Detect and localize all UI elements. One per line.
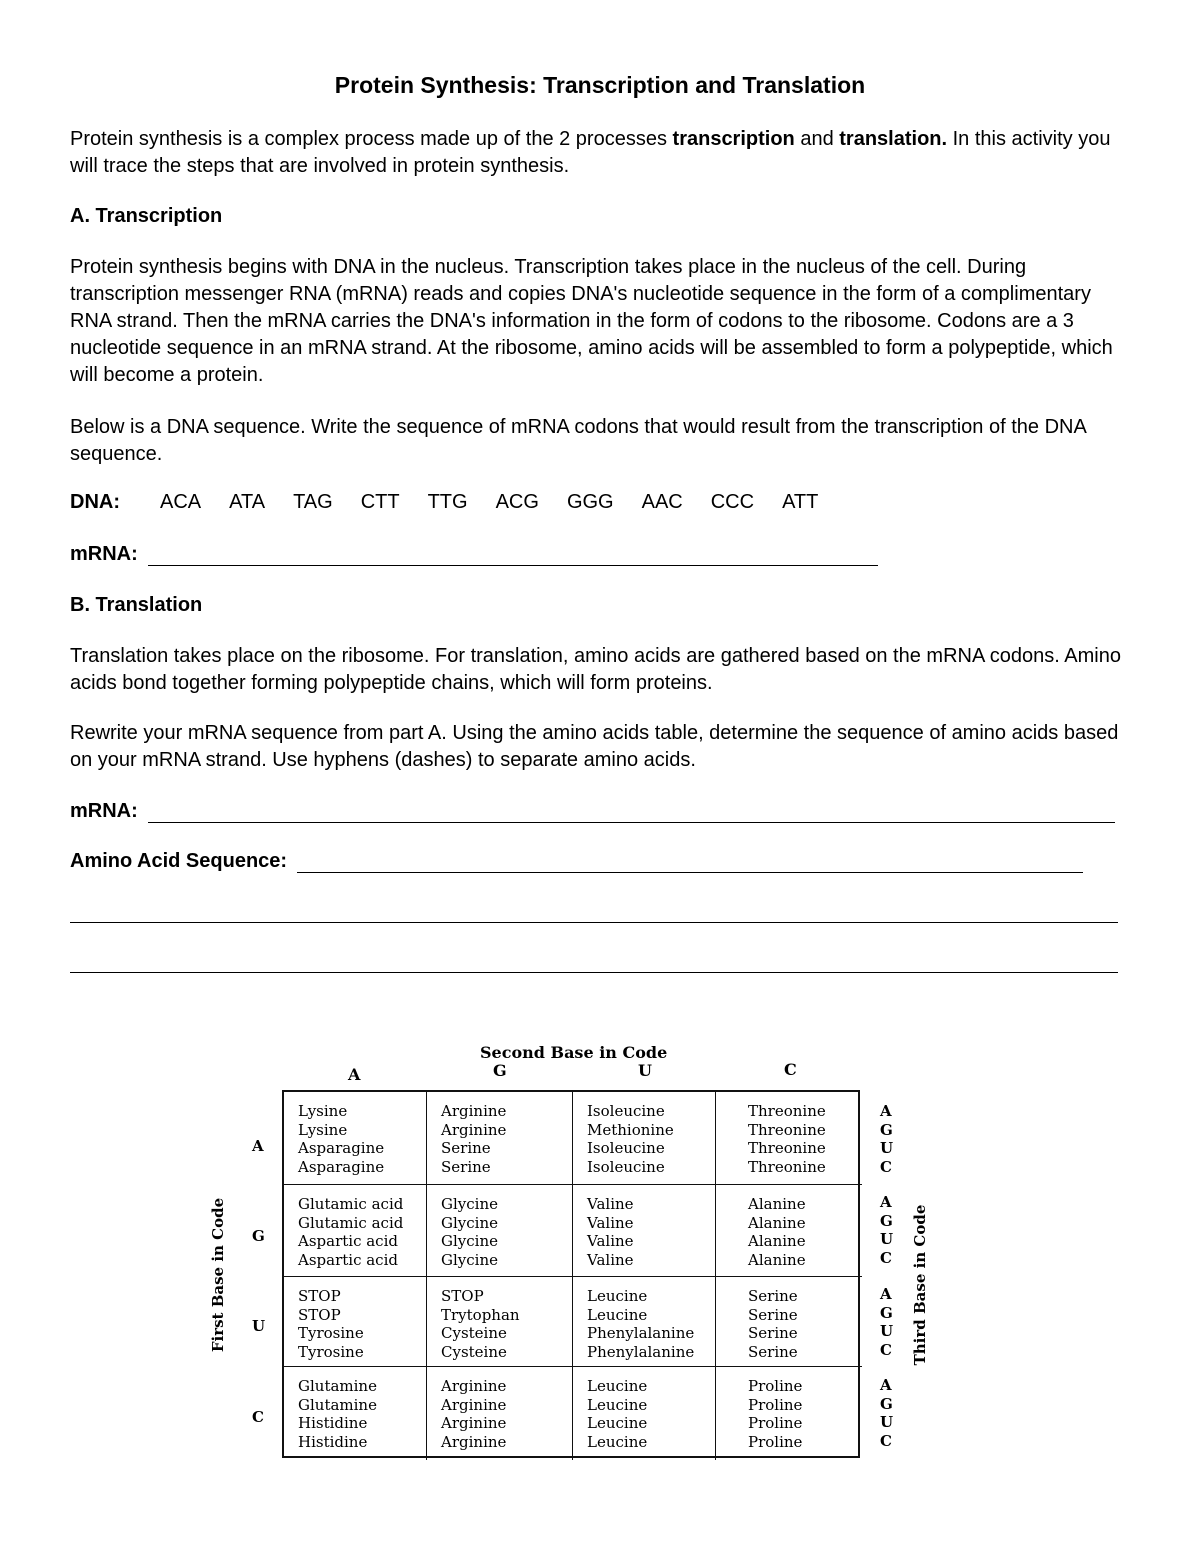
codon-cell <box>427 1367 573 1460</box>
codon-cell <box>427 1092 573 1185</box>
amino-acid: Arginine <box>441 1102 507 1120</box>
mrna-answer-line-a[interactable] <box>148 545 878 566</box>
third-base: U <box>880 1322 894 1340</box>
mrna-answer-row-b <box>70 800 1115 823</box>
dna-codon: GGG <box>566 491 614 513</box>
amino-answer-row <box>70 850 1083 873</box>
codon-cell <box>573 1367 716 1460</box>
amino-acid: Alanine <box>748 1232 806 1250</box>
third-base-group <box>880 1193 893 1267</box>
amino-acid: Alanine <box>748 1250 806 1269</box>
third-base: C <box>880 1431 892 1450</box>
amino-acid: Threonine <box>748 1157 826 1176</box>
amino-acid: Glycine <box>441 1232 498 1250</box>
amino-acid: Serine <box>748 1287 798 1305</box>
intro-text-2: and <box>794 128 840 150</box>
amino-acid: Serine <box>748 1324 798 1342</box>
amino-acid: Methionine <box>587 1120 674 1139</box>
amino-acid: Glutamic acid <box>298 1195 404 1213</box>
codon-cell <box>427 1277 573 1367</box>
amino-acid: STOP <box>298 1305 341 1324</box>
amino-acid: Isoleucine <box>587 1157 665 1176</box>
amino-acid: Histidine <box>298 1432 368 1451</box>
column-header: U <box>638 1061 652 1080</box>
amino-acid: Threonine <box>748 1139 826 1157</box>
dna-codon: TTG <box>427 491 468 513</box>
amino-acid: Arginine <box>441 1377 507 1395</box>
amino-acid: Serine <box>748 1305 798 1324</box>
answer-line-extra-2[interactable] <box>70 972 1118 973</box>
amino-acid: Asparagine <box>298 1139 385 1157</box>
amino-acid: Leucine <box>587 1432 648 1451</box>
codon-grid <box>282 1090 860 1458</box>
column-header: C <box>784 1060 797 1079</box>
codon-cell <box>284 1277 427 1367</box>
amino-acid: Alanine <box>748 1213 806 1232</box>
codon-cell <box>573 1277 716 1367</box>
intro-paragraph <box>70 126 1130 180</box>
amino-acid: STOP <box>441 1287 484 1305</box>
third-base: A <box>880 1102 892 1120</box>
intro-text-1: Protein synthesis is a complex process made up of the 2 processes <box>70 128 673 150</box>
section-a-paragraph: Protein synthesis begins with DNA in the nucleus. Transcription takes place in the nucleus of the cell. During transcription messenger RNA (mRNA) reads and copies DNA's nucleotide sequence in the form of a complimentary RNA strand. Then the mRNA carries the DNA's information in the form of codons to the ribosome. Codons are a 3 nucleotide sequence in an mRNA strand. At the ribosome, amino acids will be assembled to form a polypeptide, which will become a protein. <box>70 256 1113 386</box>
amino-acid: Leucine <box>587 1414 648 1432</box>
amino-acid: Proline <box>748 1395 803 1414</box>
amino-acid: Phenylalanine <box>587 1324 695 1342</box>
amino-acid: Arginine <box>441 1432 507 1451</box>
amino-acid: Arginine <box>441 1120 507 1139</box>
dna-codon: ATA <box>229 491 266 513</box>
section-b-heading: B. Translation <box>70 594 203 616</box>
codon-cell <box>573 1185 716 1277</box>
amino-acid: Leucine <box>587 1377 648 1395</box>
amino-acid: Serine <box>441 1139 491 1157</box>
dna-codon: AAC <box>641 491 683 513</box>
amino-acid: Lysine <box>298 1102 348 1120</box>
codon-cell <box>573 1092 716 1185</box>
third-base: A <box>880 1193 892 1211</box>
amino-acid: Aspartic acid <box>298 1250 398 1269</box>
amino-acid: Cysteine <box>441 1324 507 1342</box>
amino-answer-line[interactable] <box>297 852 1083 873</box>
section-a-heading: A. Transcription <box>70 205 223 227</box>
third-base: U <box>880 1139 894 1157</box>
amino-acid: Glutamine <box>298 1395 377 1414</box>
intro-text-3: In this activity you will trace the steps that are involved in protein synthesis. <box>70 128 1111 177</box>
codon-cell <box>427 1185 573 1277</box>
amino-acid: Leucine <box>587 1395 648 1414</box>
amino-acid: Valine <box>587 1195 634 1213</box>
intro-bold-translation: translation. <box>839 128 948 150</box>
amino-acid: Leucine <box>587 1305 648 1324</box>
second-base-title: Second Base in Code <box>480 1043 668 1062</box>
amino-label: Amino Acid Sequence: <box>70 850 288 872</box>
amino-acid: Arginine <box>441 1414 507 1432</box>
third-base: U <box>880 1413 894 1431</box>
amino-acid: Histidine <box>298 1414 368 1432</box>
row-header: A <box>252 1137 264 1155</box>
amino-acid: Glutamic acid <box>298 1213 404 1232</box>
amino-acid: Phenylalanine <box>587 1342 695 1361</box>
codon-cell <box>284 1185 427 1277</box>
amino-acid: Trytophan <box>441 1305 520 1324</box>
dna-codon: CCC <box>710 491 755 513</box>
mrna-label-b: mRNA: <box>70 800 138 822</box>
third-base: C <box>880 1340 892 1359</box>
dna-codon: CTT <box>360 491 400 513</box>
third-base: G <box>880 1211 893 1230</box>
third-base: G <box>880 1394 893 1413</box>
mrna-label-a: mRNA: <box>70 543 138 565</box>
amino-acid: Proline <box>748 1377 803 1395</box>
dna-sequence <box>70 491 846 514</box>
amino-acid: Proline <box>748 1432 803 1451</box>
amino-acid: Isoleucine <box>587 1102 665 1120</box>
amino-acid: Serine <box>748 1342 798 1361</box>
third-base: A <box>880 1285 892 1303</box>
section-a-instruction: Below is a DNA sequence. Write the sequence of mRNA codons that would result from the transcription of the DNA sequence. <box>70 416 1086 465</box>
amino-acid: Proline <box>748 1414 803 1432</box>
amino-acid: Threonine <box>748 1102 826 1120</box>
dna-codon: ACG <box>495 491 539 513</box>
codon-cell <box>284 1367 427 1460</box>
amino-acid: Tyrosine <box>298 1342 364 1361</box>
codon-table <box>200 1005 940 1490</box>
third-base: C <box>880 1157 892 1176</box>
dna-label: DNA: <box>70 491 120 513</box>
amino-acid: Glycine <box>441 1195 498 1213</box>
amino-acid: Tyrosine <box>298 1324 364 1342</box>
codon-cell <box>716 1277 862 1367</box>
third-base-group <box>880 1376 893 1450</box>
row-header: U <box>252 1317 266 1335</box>
first-base-title: First Base in Code <box>209 1197 227 1353</box>
amino-acid: Valine <box>587 1250 634 1269</box>
column-header: G <box>493 1061 507 1080</box>
amino-acid: Arginine <box>441 1395 507 1414</box>
third-base: G <box>880 1120 893 1139</box>
page-title: Protein Synthesis: Transcription and Translation <box>334 72 866 98</box>
amino-acid: Threonine <box>748 1120 826 1139</box>
dna-codon: ACA <box>160 491 202 513</box>
amino-acid: Glycine <box>441 1250 498 1269</box>
third-base: C <box>880 1248 892 1267</box>
amino-acid: Cysteine <box>441 1342 507 1361</box>
amino-acid: Aspartic acid <box>298 1232 398 1250</box>
amino-acid: Leucine <box>587 1287 648 1305</box>
third-base: G <box>880 1303 893 1322</box>
codon-cell <box>716 1185 862 1277</box>
row-header: C <box>252 1408 264 1426</box>
row-header: G <box>252 1227 265 1245</box>
third-base: U <box>880 1230 894 1248</box>
section-b-paragraph: Translation takes place on the ribosome. For translation, amino acids are gathered based on the mRNA codons. Amino acids bond together forming polypeptide chains, which will form proteins. <box>70 645 1121 694</box>
third-base-group <box>880 1102 893 1176</box>
codon-cell <box>284 1092 427 1185</box>
dna-codon: TAG <box>293 491 333 513</box>
dna-codon: ATT <box>782 491 819 513</box>
intro-bold-transcription: transcription <box>672 128 795 150</box>
amino-acid: Glycine <box>441 1213 498 1232</box>
amino-acid: Alanine <box>748 1195 806 1213</box>
amino-acid: Valine <box>587 1232 634 1250</box>
mrna-answer-line-b[interactable] <box>148 802 1115 823</box>
answer-line-extra-1[interactable] <box>70 922 1118 923</box>
mrna-answer-row-a <box>70 543 878 566</box>
codon-cell <box>716 1367 862 1460</box>
amino-acid: Asparagine <box>298 1157 385 1176</box>
codon-cell <box>716 1092 862 1185</box>
third-base-title: Third Base in Code <box>911 1204 929 1366</box>
amino-acid: Lysine <box>298 1120 348 1139</box>
amino-acid: Glutamine <box>298 1377 377 1395</box>
amino-acid: Serine <box>441 1157 491 1176</box>
amino-acid: Valine <box>587 1213 634 1232</box>
amino-acid: STOP <box>298 1287 341 1305</box>
third-base-group <box>880 1285 893 1359</box>
section-b-instruction: Rewrite your mRNA sequence from part A. Using the amino acids table, determine the sequence of amino acids based on your mRNA strand. Use hyphens (dashes) to separate amino acids. <box>70 722 1119 771</box>
third-base: A <box>880 1376 892 1394</box>
amino-acid: Isoleucine <box>587 1139 665 1157</box>
column-header: A <box>348 1065 361 1084</box>
